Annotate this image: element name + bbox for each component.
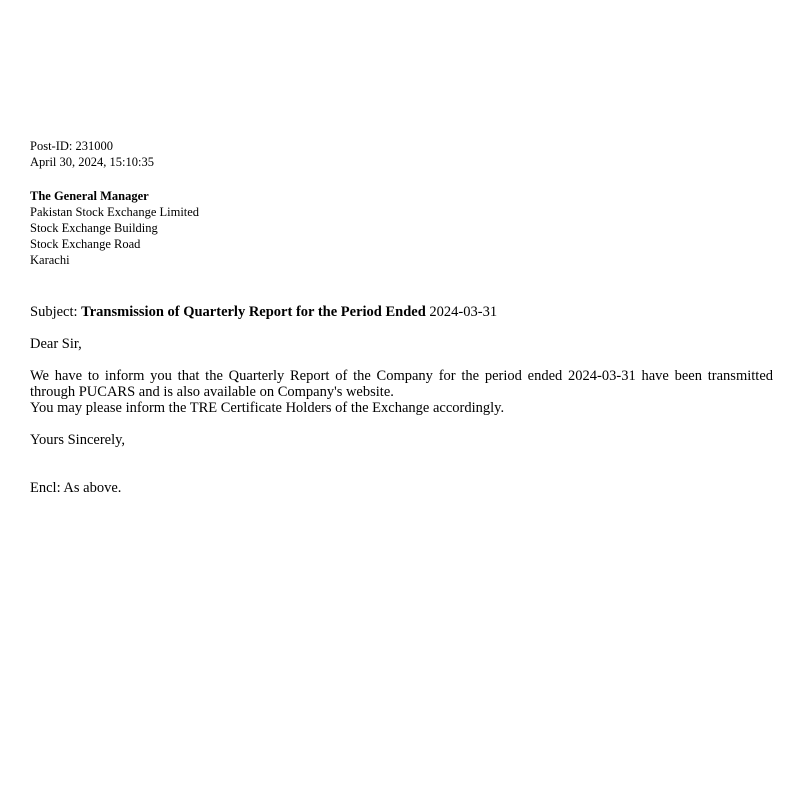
subject-line [30,304,773,320]
post-id: Post-ID: 231000 [30,139,113,153]
recipient-building: Stock Exchange Building [30,221,158,235]
body-paragraph-2: You may please inform the TRE Certificate Holders of the Exchange accordingly. [30,400,505,416]
letter-page [30,138,773,496]
recipient-name: The General Manager [30,189,149,203]
recipient-road: Stock Exchange Road [30,237,141,251]
letter-meta [30,138,773,170]
subject-label: Subject: [30,304,78,320]
recipient-organization: Pakistan Stock Exchange Limited [30,205,200,219]
recipient-city: Karachi [30,253,70,267]
post-datetime: April 30, 2024, 15:10:35 [30,155,154,169]
subject-title: Transmission of Quarterly Report for the Period Ended [81,304,426,320]
body-paragraph-1: We have to inform you that the Quarterly Report of the Company for the period ended 2024-03-31 have been transmitted through PUCARS and is also available on Company's website. [30,368,773,400]
salutation: Dear Sir, [30,336,82,352]
body-text [30,368,773,416]
subject-date: 2024-03-31 [429,304,498,320]
closing: Yours Sincerely, [30,432,126,448]
recipient-address [30,188,773,268]
enclosure-note: Encl: As above. [30,480,122,496]
